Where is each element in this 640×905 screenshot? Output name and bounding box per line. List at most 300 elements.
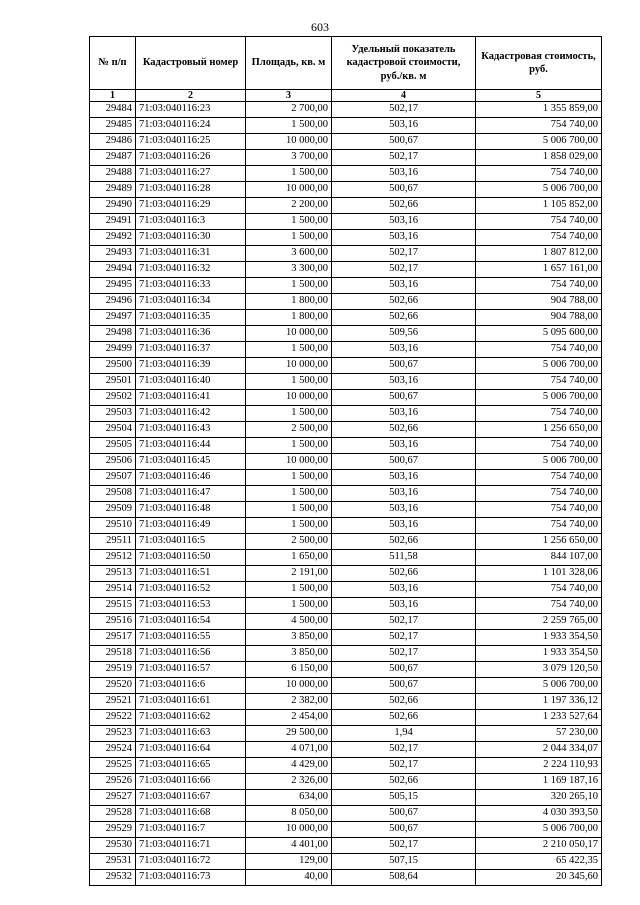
- area-cell: 1 800,00: [246, 294, 332, 310]
- row-number-cell: 29497: [90, 310, 136, 326]
- row-number-cell: 29523: [90, 726, 136, 742]
- cadastral-number-cell: 71:03:040116:39: [136, 358, 246, 374]
- cadastral-value-cell: 1 858 029,00: [476, 150, 602, 166]
- table-row: [90, 806, 602, 822]
- cadastral-number-cell: 71:03:040116:25: [136, 134, 246, 150]
- cadastral-number-cell: 71:03:040116:51: [136, 566, 246, 582]
- cadastral-value-cell: 20 345,60: [476, 870, 602, 886]
- table-row: [90, 678, 602, 694]
- unit-value-cell: 509,56: [332, 326, 476, 342]
- unit-value-cell: 500,67: [332, 678, 476, 694]
- column-number: 3: [246, 90, 332, 102]
- area-cell: 1 500,00: [246, 486, 332, 502]
- unit-value-cell: 502,66: [332, 534, 476, 550]
- cadastral-number-cell: 71:03:040116:55: [136, 630, 246, 646]
- row-number-cell: 29505: [90, 438, 136, 454]
- cadastral-value-cell: 2 259 765,00: [476, 614, 602, 630]
- area-cell: 2 454,00: [246, 710, 332, 726]
- cadastral-value-cell: 2 044 334,07: [476, 742, 602, 758]
- area-cell: 10 000,00: [246, 182, 332, 198]
- header-area: Площадь, кв. м: [246, 37, 332, 90]
- unit-value-cell: 502,66: [332, 422, 476, 438]
- row-number-cell: 29525: [90, 758, 136, 774]
- table-row: [90, 214, 602, 230]
- area-cell: 1 500,00: [246, 470, 332, 486]
- table-row: [90, 198, 602, 214]
- cadastral-number-cell: 71:03:040116:3: [136, 214, 246, 230]
- row-number-cell: 29498: [90, 326, 136, 342]
- unit-value-cell: 502,17: [332, 614, 476, 630]
- unit-value-cell: 508,64: [332, 870, 476, 886]
- cadastral-number-cell: 71:03:040116:65: [136, 758, 246, 774]
- cadastral-value-cell: 754 740,00: [476, 166, 602, 182]
- cadastral-value-cell: 1 105 852,00: [476, 198, 602, 214]
- row-number-cell: 29506: [90, 454, 136, 470]
- table-row: [90, 726, 602, 742]
- row-number-cell: 29515: [90, 598, 136, 614]
- cadastral-number-cell: 71:03:040116:61: [136, 694, 246, 710]
- row-number-cell: 29510: [90, 518, 136, 534]
- area-cell: 1 500,00: [246, 598, 332, 614]
- area-cell: 1 500,00: [246, 230, 332, 246]
- cadastral-number-cell: 71:03:040116:37: [136, 342, 246, 358]
- table-row: [90, 454, 602, 470]
- cadastral-number-cell: 71:03:040116:47: [136, 486, 246, 502]
- area-cell: 634,00: [246, 790, 332, 806]
- table-row: [90, 262, 602, 278]
- cadastral-value-cell: 754 740,00: [476, 470, 602, 486]
- row-number-cell: 29500: [90, 358, 136, 374]
- cadastral-number-cell: 71:03:040116:43: [136, 422, 246, 438]
- table-row: [90, 838, 602, 854]
- row-number-cell: 29528: [90, 806, 136, 822]
- area-cell: 2 500,00: [246, 534, 332, 550]
- cadastral-value-cell: 1 101 328,06: [476, 566, 602, 582]
- cadastral-value-cell: 1 933 354,50: [476, 646, 602, 662]
- cadastral-number-cell: 71:03:040116:35: [136, 310, 246, 326]
- cadastral-number-cell: 71:03:040116:64: [136, 742, 246, 758]
- area-cell: 4 500,00: [246, 614, 332, 630]
- cadastral-value-cell: 5 006 700,00: [476, 182, 602, 198]
- area-cell: 1 500,00: [246, 502, 332, 518]
- unit-value-cell: 503,16: [332, 230, 476, 246]
- cadastral-value-cell: 754 740,00: [476, 406, 602, 422]
- table-row: [90, 598, 602, 614]
- table-row: [90, 246, 602, 262]
- unit-value-cell: 503,16: [332, 438, 476, 454]
- table-row: [90, 406, 602, 422]
- row-number-cell: 29501: [90, 374, 136, 390]
- cadastral-value-cell: 754 740,00: [476, 582, 602, 598]
- column-number: 2: [136, 90, 246, 102]
- cadastral-value-cell: 5 006 700,00: [476, 134, 602, 150]
- table-row: [90, 326, 602, 342]
- table-row: [90, 278, 602, 294]
- area-cell: 1 500,00: [246, 278, 332, 294]
- area-cell: 10 000,00: [246, 134, 332, 150]
- area-cell: 1 500,00: [246, 374, 332, 390]
- unit-value-cell: 502,66: [332, 566, 476, 582]
- table-body: [90, 102, 602, 886]
- table-row: [90, 182, 602, 198]
- row-number-cell: 29496: [90, 294, 136, 310]
- cadastral-value-cell: 754 740,00: [476, 438, 602, 454]
- column-number: 5: [476, 90, 602, 102]
- area-cell: 10 000,00: [246, 390, 332, 406]
- cadastral-value-cell: 754 740,00: [476, 502, 602, 518]
- cadastral-value-cell: 754 740,00: [476, 342, 602, 358]
- row-number-cell: 29532: [90, 870, 136, 886]
- cadastral-number-cell: 71:03:040116:71: [136, 838, 246, 854]
- table-row: [90, 662, 602, 678]
- table-row: [90, 150, 602, 166]
- header-row: [90, 37, 602, 90]
- area-cell: 3 700,00: [246, 150, 332, 166]
- table-row: [90, 854, 602, 870]
- column-number: 1: [90, 90, 136, 102]
- unit-value-cell: 503,16: [332, 374, 476, 390]
- area-cell: 129,00: [246, 854, 332, 870]
- row-number-cell: 29518: [90, 646, 136, 662]
- area-cell: 6 150,00: [246, 662, 332, 678]
- unit-value-cell: 503,16: [332, 518, 476, 534]
- table-row: [90, 342, 602, 358]
- cadastral-value-cell: 754 740,00: [476, 518, 602, 534]
- row-number-cell: 29513: [90, 566, 136, 582]
- cadastral-value-cell: 2 224 110,93: [476, 758, 602, 774]
- cadastral-number-cell: 71:03:040116:42: [136, 406, 246, 422]
- unit-value-cell: 507,15: [332, 854, 476, 870]
- cadastral-value-cell: 1 233 527,64: [476, 710, 602, 726]
- table-row: [90, 774, 602, 790]
- table-row: [90, 134, 602, 150]
- unit-value-cell: 500,67: [332, 822, 476, 838]
- area-cell: 2 382,00: [246, 694, 332, 710]
- unit-value-cell: 503,16: [332, 278, 476, 294]
- row-number-cell: 29516: [90, 614, 136, 630]
- cadastral-value-cell: 754 740,00: [476, 278, 602, 294]
- table-row: [90, 358, 602, 374]
- unit-value-cell: 503,16: [332, 166, 476, 182]
- cadastral-value-cell: 754 740,00: [476, 486, 602, 502]
- cadastral-number-cell: 71:03:040116:68: [136, 806, 246, 822]
- cadastral-value-cell: 754 740,00: [476, 118, 602, 134]
- unit-value-cell: 503,16: [332, 582, 476, 598]
- cadastral-value-cell: 57 230,00: [476, 726, 602, 742]
- header-cadastral-value: Кадастровая стоимость, руб.: [476, 37, 602, 90]
- cadastral-number-cell: 71:03:040116:6: [136, 678, 246, 694]
- column-number-row: [90, 90, 602, 102]
- unit-value-cell: 500,67: [332, 806, 476, 822]
- table-row: [90, 758, 602, 774]
- cadastral-number-cell: 71:03:040116:32: [136, 262, 246, 278]
- table-row: [90, 310, 602, 326]
- cadastral-value-cell: 904 788,00: [476, 294, 602, 310]
- unit-value-cell: 502,17: [332, 742, 476, 758]
- cadastral-number-cell: 71:03:040116:63: [136, 726, 246, 742]
- area-cell: 4 071,00: [246, 742, 332, 758]
- table-row: [90, 710, 602, 726]
- cadastral-number-cell: 71:03:040116:49: [136, 518, 246, 534]
- unit-value-cell: 502,66: [332, 694, 476, 710]
- table-header: [90, 37, 602, 102]
- row-number-cell: 29526: [90, 774, 136, 790]
- area-cell: 1 500,00: [246, 406, 332, 422]
- area-cell: 1 500,00: [246, 438, 332, 454]
- area-cell: 1 800,00: [246, 310, 332, 326]
- area-cell: 1 650,00: [246, 550, 332, 566]
- unit-value-cell: 502,66: [332, 294, 476, 310]
- area-cell: 1 500,00: [246, 166, 332, 182]
- row-number-cell: 29499: [90, 342, 136, 358]
- table-row: [90, 102, 602, 118]
- row-number-cell: 29484: [90, 102, 136, 118]
- cadastral-value-cell: 1 933 354,50: [476, 630, 602, 646]
- table-row: [90, 470, 602, 486]
- cadastral-value-cell: 3 079 120,50: [476, 662, 602, 678]
- area-cell: 10 000,00: [246, 822, 332, 838]
- unit-value-cell: 503,16: [332, 214, 476, 230]
- area-cell: 3 300,00: [246, 262, 332, 278]
- row-number-cell: 29487: [90, 150, 136, 166]
- cadastral-value-cell: 5 006 700,00: [476, 358, 602, 374]
- cadastral-number-cell: 71:03:040116:53: [136, 598, 246, 614]
- unit-value-cell: 511,58: [332, 550, 476, 566]
- table-row: [90, 550, 602, 566]
- area-cell: 40,00: [246, 870, 332, 886]
- cadastral-number-cell: 71:03:040116:36: [136, 326, 246, 342]
- row-number-cell: 29492: [90, 230, 136, 246]
- area-cell: 8 050,00: [246, 806, 332, 822]
- row-number-cell: 29521: [90, 694, 136, 710]
- cadastral-value-cell: 1 256 650,00: [476, 534, 602, 550]
- row-number-cell: 29485: [90, 118, 136, 134]
- unit-value-cell: 502,66: [332, 774, 476, 790]
- area-cell: 2 500,00: [246, 422, 332, 438]
- unit-value-cell: 505,15: [332, 790, 476, 806]
- unit-value-cell: 500,67: [332, 182, 476, 198]
- unit-value-cell: 502,17: [332, 646, 476, 662]
- area-cell: 10 000,00: [246, 678, 332, 694]
- row-number-cell: 29502: [90, 390, 136, 406]
- table-row: [90, 422, 602, 438]
- header-cadastral-number: Кадастровый номер: [136, 37, 246, 90]
- unit-value-cell: 502,17: [332, 630, 476, 646]
- table-row: [90, 374, 602, 390]
- row-number-cell: 29511: [90, 534, 136, 550]
- row-number-cell: 29488: [90, 166, 136, 182]
- row-number-cell: 29503: [90, 406, 136, 422]
- cadastral-number-cell: 71:03:040116:48: [136, 502, 246, 518]
- area-cell: 2 191,00: [246, 566, 332, 582]
- row-number-cell: 29486: [90, 134, 136, 150]
- unit-value-cell: 500,67: [332, 134, 476, 150]
- cadastral-number-cell: 71:03:040116:50: [136, 550, 246, 566]
- cadastral-number-cell: 71:03:040116:24: [136, 118, 246, 134]
- page-number: 603: [311, 20, 329, 34]
- table-row: [90, 390, 602, 406]
- unit-value-cell: 502,17: [332, 262, 476, 278]
- cadastral-value-cell: 2 210 050,17: [476, 838, 602, 854]
- header-row-number: № п/п: [90, 37, 136, 90]
- cadastral-number-cell: 71:03:040116:33: [136, 278, 246, 294]
- table-row: [90, 614, 602, 630]
- table-row: [90, 566, 602, 582]
- row-number-cell: 29490: [90, 198, 136, 214]
- cadastral-value-cell: 904 788,00: [476, 310, 602, 326]
- table-row: [90, 294, 602, 310]
- area-cell: 10 000,00: [246, 454, 332, 470]
- table-row: [90, 742, 602, 758]
- table-row: [90, 518, 602, 534]
- unit-value-cell: 502,17: [332, 246, 476, 262]
- row-number-cell: 29504: [90, 422, 136, 438]
- area-cell: 2 200,00: [246, 198, 332, 214]
- table-row: [90, 790, 602, 806]
- unit-value-cell: 502,66: [332, 198, 476, 214]
- cadastral-number-cell: 71:03:040116:66: [136, 774, 246, 790]
- area-cell: 3 850,00: [246, 646, 332, 662]
- row-number-cell: 29524: [90, 742, 136, 758]
- cadastral-value-table: [89, 36, 602, 886]
- cadastral-value-cell: 5 006 700,00: [476, 822, 602, 838]
- row-number-cell: 29530: [90, 838, 136, 854]
- column-number: 4: [332, 90, 476, 102]
- cadastral-value-cell: 4 030 393,50: [476, 806, 602, 822]
- cadastral-number-cell: 71:03:040116:67: [136, 790, 246, 806]
- table-row: [90, 630, 602, 646]
- area-cell: 1 500,00: [246, 582, 332, 598]
- cadastral-number-cell: 71:03:040116:57: [136, 662, 246, 678]
- cadastral-value-cell: 5 006 700,00: [476, 678, 602, 694]
- unit-value-cell: 500,67: [332, 662, 476, 678]
- row-number-cell: 29529: [90, 822, 136, 838]
- cadastral-value-cell: 1 256 650,00: [476, 422, 602, 438]
- row-number-cell: 29508: [90, 486, 136, 502]
- cadastral-value-cell: 1 197 336,12: [476, 694, 602, 710]
- unit-value-cell: 500,67: [332, 358, 476, 374]
- cadastral-number-cell: 71:03:040116:73: [136, 870, 246, 886]
- table-row: [90, 438, 602, 454]
- row-number-cell: 29520: [90, 678, 136, 694]
- cadastral-number-cell: 71:03:040116:31: [136, 246, 246, 262]
- cadastral-number-cell: 71:03:040116:45: [136, 454, 246, 470]
- unit-value-cell: 503,16: [332, 470, 476, 486]
- table-row: [90, 502, 602, 518]
- table-row: [90, 694, 602, 710]
- unit-value-cell: 503,16: [332, 502, 476, 518]
- cadastral-number-cell: 71:03:040116:52: [136, 582, 246, 598]
- cadastral-number-cell: 71:03:040116:30: [136, 230, 246, 246]
- cadastral-number-cell: 71:03:040116:41: [136, 390, 246, 406]
- area-cell: 1 500,00: [246, 518, 332, 534]
- cadastral-value-cell: 754 740,00: [476, 374, 602, 390]
- cadastral-number-cell: 71:03:040116:46: [136, 470, 246, 486]
- cadastral-value-cell: 1 657 161,00: [476, 262, 602, 278]
- cadastral-value-cell: 5 006 700,00: [476, 454, 602, 470]
- row-number-cell: 29517: [90, 630, 136, 646]
- area-cell: 1 500,00: [246, 214, 332, 230]
- row-number-cell: 29512: [90, 550, 136, 566]
- unit-value-cell: 502,17: [332, 838, 476, 854]
- header-unit-value: Удельный показатель кадастровой стоимости, руб./кв. м: [332, 37, 476, 90]
- row-number-cell: 29514: [90, 582, 136, 598]
- row-number-cell: 29489: [90, 182, 136, 198]
- cadastral-value-cell: 754 740,00: [476, 598, 602, 614]
- area-cell: 3 850,00: [246, 630, 332, 646]
- row-number-cell: 29507: [90, 470, 136, 486]
- cadastral-number-cell: 71:03:040116:7: [136, 822, 246, 838]
- unit-value-cell: 503,16: [332, 342, 476, 358]
- cadastral-value-cell: 1 355 859,00: [476, 102, 602, 118]
- unit-value-cell: 503,16: [332, 118, 476, 134]
- unit-value-cell: 502,17: [332, 758, 476, 774]
- cadastral-number-cell: 71:03:040116:27: [136, 166, 246, 182]
- row-number-cell: 29522: [90, 710, 136, 726]
- cadastral-number-cell: 71:03:040116:5: [136, 534, 246, 550]
- unit-value-cell: 503,16: [332, 486, 476, 502]
- table-row: [90, 118, 602, 134]
- cadastral-value-cell: 754 740,00: [476, 214, 602, 230]
- area-cell: 1 500,00: [246, 118, 332, 134]
- cadastral-value-cell: 5 095 600,00: [476, 326, 602, 342]
- cadastral-value-cell: 754 740,00: [476, 230, 602, 246]
- area-cell: 10 000,00: [246, 326, 332, 342]
- cadastral-number-cell: 71:03:040116:72: [136, 854, 246, 870]
- unit-value-cell: 500,67: [332, 454, 476, 470]
- row-number-cell: 29493: [90, 246, 136, 262]
- cadastral-number-cell: 71:03:040116:56: [136, 646, 246, 662]
- unit-value-cell: 1,94: [332, 726, 476, 742]
- cadastral-number-cell: 71:03:040116:40: [136, 374, 246, 390]
- cadastral-number-cell: 71:03:040116:29: [136, 198, 246, 214]
- area-cell: 10 000,00: [246, 358, 332, 374]
- row-number-cell: 29509: [90, 502, 136, 518]
- cadastral-value-cell: 844 107,00: [476, 550, 602, 566]
- cadastral-number-cell: 71:03:040116:62: [136, 710, 246, 726]
- unit-value-cell: 502,17: [332, 150, 476, 166]
- unit-value-cell: 502,66: [332, 710, 476, 726]
- cadastral-value-cell: 5 006 700,00: [476, 390, 602, 406]
- unit-value-cell: 502,66: [332, 310, 476, 326]
- table-row: [90, 870, 602, 886]
- cadastral-value-cell: 65 422,35: [476, 854, 602, 870]
- unit-value-cell: 503,16: [332, 406, 476, 422]
- cadastral-value-cell: 1 169 187,16: [476, 774, 602, 790]
- cadastral-number-cell: 71:03:040116:54: [136, 614, 246, 630]
- area-cell: 1 500,00: [246, 342, 332, 358]
- unit-value-cell: 502,17: [332, 102, 476, 118]
- cadastral-value-cell: 1 807 812,00: [476, 246, 602, 262]
- unit-value-cell: 500,67: [332, 390, 476, 406]
- area-cell: 29 500,00: [246, 726, 332, 742]
- table-row: [90, 822, 602, 838]
- row-number-cell: 29531: [90, 854, 136, 870]
- area-cell: 2 700,00: [246, 102, 332, 118]
- cadastral-number-cell: 71:03:040116:23: [136, 102, 246, 118]
- table-row: [90, 646, 602, 662]
- row-number-cell: 29494: [90, 262, 136, 278]
- table-row: [90, 486, 602, 502]
- row-number-cell: 29527: [90, 790, 136, 806]
- area-cell: 4 429,00: [246, 758, 332, 774]
- row-number-cell: 29519: [90, 662, 136, 678]
- area-cell: 4 401,00: [246, 838, 332, 854]
- table-row: [90, 582, 602, 598]
- unit-value-cell: 503,16: [332, 598, 476, 614]
- area-cell: 2 326,00: [246, 774, 332, 790]
- table-row: [90, 534, 602, 550]
